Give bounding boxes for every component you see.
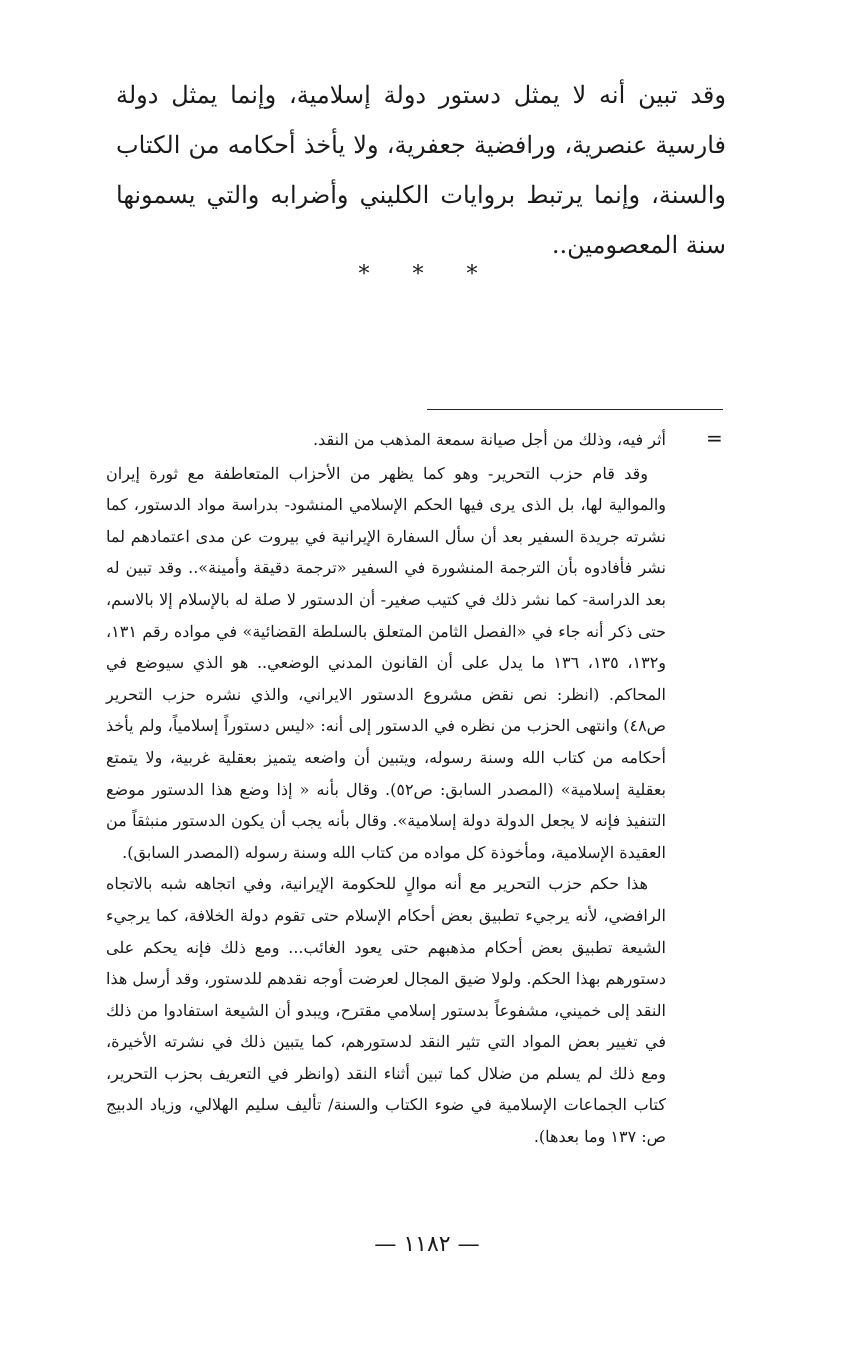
footnotes-block <box>106 424 666 1153</box>
section-divider-asterisks: * * * <box>358 262 496 287</box>
page-number: — ١١٨٢ — <box>374 1232 480 1257</box>
footnote-paragraph-1: وقد قام حزب التحرير- وهو كما يظهر من الأحزاب المتعاطفة مع ثورة إيران والموالية لها، بل الذى يرى فيها الحكم الإسلامي المنشود- بدراسة مواد الدستور، كما نشرته جريدة السفير بعد أن سأل السفارة الإيرانية في بيروت عن مدى اعتمادهم لما نشر فأفادوه بأن الترجمة المنشورة في السفير «ترجمة دقيقة وأمينة».. وقد تبين له بعد الدراسة- كما نشر ذلك في كتيب صغير- أن الدستور لا صلة له بالإسلام إلا بالاسم، حتى ذكر أنه جاء في «الفصل الثامن المتعلق بالسلطة القضائية» في مواده رقم ١٣١، و١٣٢، ١٣٥، ١٣٦ ما يدل على أن القانون المدني الوضعي.. هو الذي سيوضع في المحاكم. (انظر: نص نقض مشروع الدستور الايراني، والذي نشره حزب التحرير ص٤٨) وانتهى الحزب من نظره في الدستور إلى أنه: «ليس دستوراً إسلامياً، ولم يأخذ أحكامه من كتاب الله وسنة رسوله، ويتبين أن واضعه يتميز بعقلية غربية، ولا يتمتع بعقلية إسلامية» (المصدر السابق: ص٥٢). وقال بأنه « إذا وضع هذا الدستور موضع التنفيذ فإنه لا يجعل الدولة دولة إسلامية». وقال بأنه يجب أن يكون الدستور منبثقاً من العقيدة الإسلامية، ومأخوذة كل مواده من كتاب الله وسنة رسوله (المصدر السابق). <box>106 463 667 862</box>
footnote-continuation-mark: = <box>706 426 723 450</box>
footnote-separator-line <box>427 409 723 410</box>
footnote-continuation-text: أثر فيه، وذلك من أجل صيانة سمعة المذهب من النقد. <box>313 430 666 449</box>
footnote-paragraph-2: هذا حكم حزب التحرير مع أنه موالٍ للحكومة الإيرانية، وفي اتجاهه شبه بالاتجاه الرافضي، لأنه يرجيء تطبيق بعض أحكام الإسلام حتى تقوم دولة الخلافة، كما يرجيء الشيعة تطبيق بعض أحكام مذهبهم حتى يعود الغائب... ومع ذلك فإنه يحكم على دستورهم بهذا الحكم. ولولا ضيق المجال لعرضت أوجه نقدهم للدستور، وقد أرسل هذا النقد إلى خميني، مشفوعاً بدستور إسلامي مقترح، ويبدو أن الشيعة استفادوا من ذلك في تغيير بعض المواد التي تثير النقد لدستورهم، كما يتبين ذلك في نشرته الأخيرة، ومع ذلك لم يسلم من ضلال كما تبين أثناء النقد (وانظر في التعريف بحزب التحرير، كتاب الجماعات الإسلامية في ضوء الكتاب والسنة/ تأليف سليم الهلالي، وزياد الدبيج ص: ١٣٧ وما بعدها). <box>106 874 667 1147</box>
main-paragraph: وقد تبين أنه لا يمثل دستور دولة إسلامية، وإنما يمثل دولة فارسية عنصرية، ورافضية جعفرية، ولا يأخذ أحكامه من الكتاب والسنة، وإنما يرتبط بروايات الكليني وأضرابه والتي يسمونها سنة المعصومين.. <box>116 81 726 259</box>
